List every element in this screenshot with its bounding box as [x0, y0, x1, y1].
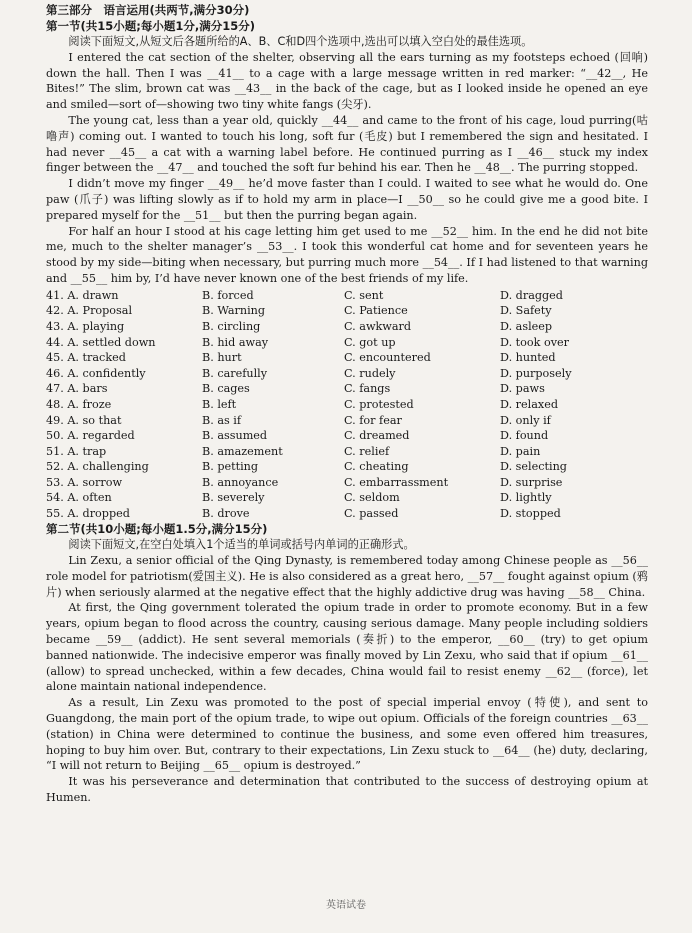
option-c: C. Patience [344, 304, 408, 318]
option-c: C. seldom [344, 491, 400, 505]
option-d: D. selecting [500, 460, 567, 474]
option-a: 51. A. trap [46, 444, 107, 458]
option-d: D. took over [500, 335, 570, 349]
option-b: B. assumed [202, 429, 268, 443]
option-c: C. cheating [344, 460, 409, 474]
option-c: C. got up [344, 335, 396, 349]
option-a: 43. A. playing [46, 319, 125, 333]
option-b: B. forced [202, 288, 254, 302]
option-d: D. pain [500, 444, 541, 458]
option-b: B. circling [202, 319, 261, 333]
option-a: 53. A. sorrow [46, 475, 123, 489]
option-c: C. encountered [344, 351, 431, 365]
option-b: B. petting [202, 460, 259, 474]
option-a: 42. A. Proposal [46, 304, 133, 318]
option-d: D. dragged [500, 288, 563, 302]
option-b: B. annoyance [202, 475, 279, 489]
option-c: C. sent [344, 288, 384, 302]
option-c: C. protested [344, 397, 414, 411]
option-d: D. Safety [500, 304, 552, 318]
passage1-paragraph: I didn’t move my finger __49__ he’d move faster than I could. I waited to see what he would do. One paw (爪子) was lifting slowly as if to hold my arm in place—I __50__ so he could give me a good bite. I prepared myself for the __51__ but then the purring began again. [46, 177, 648, 222]
option-c: C. passed [344, 507, 399, 521]
option-b: B. amazement [202, 444, 283, 458]
section2-instructions: 阅读下面短文,在空白处填入1个适当的单词或括号内单词的正确形式。 [68, 538, 415, 552]
option-c: C. for fear [344, 413, 402, 427]
option-a: 54. A. often [46, 491, 112, 505]
part-title: 第三部分 语言运用(共两节,满分30分) [46, 3, 250, 17]
option-c: C. embarrassment [344, 475, 449, 489]
option-b: B. carefully [202, 366, 268, 380]
option-d: D. only if [500, 413, 551, 427]
option-a: 55. A. dropped [46, 507, 130, 521]
page-footer: 英语试卷 [326, 900, 366, 911]
passage1-paragraph: For half an hour I stood at his cage letting him get used to me __52__ him. In the end he did not bite me, much to the shelter manager’s __53__. I took this wonderful cat home and for seventeen years he stood by my side—biting when necessary, but purring much more __54__. If I had listened to that warning and __55__ him by, I’d have never known one of the best friends of my life. [46, 224, 648, 285]
option-b: B. severely [202, 491, 265, 505]
option-a: 48. A. froze [46, 397, 112, 411]
option-b: B. left [202, 397, 237, 411]
option-a: 50. A. regarded [46, 429, 135, 443]
option-a: 49. A. so that [46, 413, 122, 427]
option-b: B. drove [202, 507, 250, 521]
option-d: D. surprise [500, 475, 563, 489]
options-grid [46, 288, 648, 522]
option-c: C. awkward [344, 319, 412, 333]
option-a: 46. A. confidently [46, 366, 146, 380]
option-d: D. paws [500, 382, 545, 396]
passage2-paragraph: Lin Zexu, a senior official of the Qing Dynasty, is remembered today among Chinese people as __56__ role model for patriotism(爱国主义). He is also considered as a great hero, __57__ fought against opium (鸦片) when seriously alarmed at the negative effect that the highly addictive drug was having __58__ China. [46, 553, 648, 599]
passage1-paragraph: I entered the cat section of the shelter, observing all the ears turning as my footsteps echoed (回响) down the hall. Then I was __41__ to a cage with a large message written in red marker: “__42__, He Bites!” The slim, brown cat was __43__ in the back of the cage, but as I looked inside he opened an eye and smiled—sort of—showing two tiny white fangs (尖牙). [46, 50, 648, 112]
passage1-paragraph: The young cat, less than a year old, quickly __44__ and came to the front of his cage, loud purring(咕噜声) coming out. I wanted to touch his long, soft fur (毛皮) but I remembered the sign and hesitated. I had never __45__ a cat with a warning label before. He continued purring as I __46__ stuck my index finger between the __47__ and touched the soft fur behind his ear. Then he __48__. The purring stopped. [46, 113, 648, 175]
option-d: D. purposely [500, 366, 572, 380]
option-d: D. found [500, 429, 549, 443]
option-a: 47. A. bars [46, 382, 108, 396]
section1-title: 第一节(共15小题;每小题1分,满分15分) [46, 18, 255, 33]
option-a: 45. A. tracked [46, 351, 126, 365]
section2-title: 第二节(共10小题;每小题1.5分,满分15分) [46, 521, 268, 536]
option-d: D. relaxed [500, 397, 558, 411]
option-d: D. lightly [500, 491, 552, 505]
option-b: B. Warning [202, 304, 266, 318]
option-c: C. rudely [344, 366, 396, 380]
option-a: 52. A. challenging [46, 460, 149, 474]
option-b: B. hurt [202, 351, 242, 365]
passage2-paragraph: As a result, Lin Zexu was promoted to the post of special imperial envoy (特使), and sent to Guangdong, the main port of the opium trade, to wipe out opium. Officials of the foreign countries __63__ (station) in China were determined to continue the business, and some even offered him treasures, hoping to buy him over. But, contrary to their expectations, Lin Zexu stuck to __64__ (he) duty, declaring, “I will not return to Beijing __65__ opium is destroyed.” [46, 696, 648, 773]
option-d: D. stopped [500, 507, 561, 521]
option-b: B. cages [202, 382, 250, 396]
option-d: D. asleep [500, 319, 553, 333]
passage2-paragraph: At first, the Qing government tolerated the opium trade in order to promote economy. But in a few years, opium began to flood across the country, causing serious damage. Many people including soldiers became __59__ (addict). He sent several memorials (奏折) to the emperor, __60__ (try) to get opium banned nationwide. The indecisive emperor was finally moved by Lin Zexu, who said that if opium __61__ (allow) to spread unchecked, within a few decades, China would fail to resist enemy __62__ (force), let alone maintain national independence. [46, 601, 648, 694]
option-c: C. fangs [344, 382, 391, 396]
passage2-paragraph: It was his perseverance and determination that contributed to the success of destroying opium at Humen. [46, 775, 648, 804]
option-b: B. as if [202, 413, 242, 427]
option-a: 41. A. drawn [46, 288, 119, 302]
option-d: D. hunted [500, 351, 556, 365]
section1-instructions: 阅读下面短文,从短文后各题所给的A、B、C和D四个选项中,选出可以填入空白处的最佳选项。 [68, 35, 533, 48]
option-c: C. relief [344, 444, 390, 458]
option-a: 44. A. settled down [46, 335, 156, 349]
option-b: B. hid away [202, 335, 269, 349]
option-c: C. dreamed [344, 429, 410, 443]
